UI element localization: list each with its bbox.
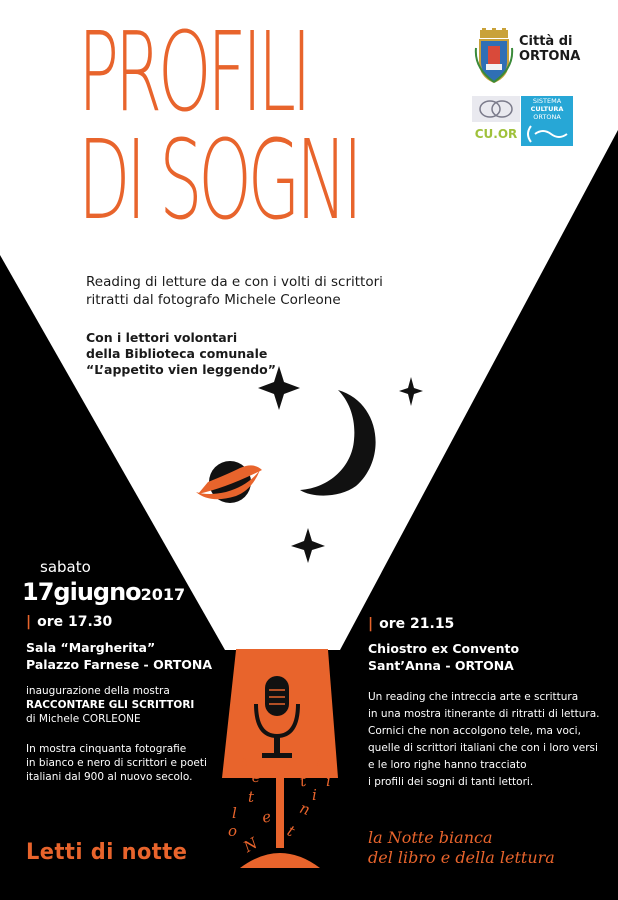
divider-bar-icon: | [368,616,374,632]
sistema-line-1: SISTEMA [532,97,562,105]
reading-desc-line-2: in una mostra itinerante di ritratti di lettura. [368,708,600,720]
event1-time-label: ore 17.30 [37,614,113,630]
reading-desc-line-6: i profili dei sogni di tanti lettori. [368,776,534,788]
lamp-letter: l [232,804,237,822]
lamp-letter: o [228,822,238,840]
lamp-letter: e [259,807,274,827]
lamp-letter: t [248,788,255,806]
title-line-2: DI SOGNI [78,116,359,244]
lamp-letter: n [297,798,313,820]
event1-time [26,614,112,630]
event-date [22,578,185,606]
readers-line-3: “L’appetito vien leggendo” [86,362,276,377]
divider-bar-icon: | [26,614,32,630]
subtitle-line-2: ritratti dal fotografo Michele Corleone [86,292,341,308]
sistema-line-3: ORTONA [533,113,561,121]
event2-place-line-1: Chiostro ex Convento [368,641,520,656]
event2-time-label: ore 21.15 [379,616,455,632]
lamp-stem [276,778,284,848]
lamp-letter: N [240,833,261,857]
lamp-base [240,853,320,868]
exhibition-desc-line-3: italiani dal 900 al nuovo secolo. [26,771,193,783]
exhibition-info [26,684,194,726]
reading-description [368,689,600,791]
exhibition-intro: inaugurazione della mostra [26,685,170,697]
tagline [368,828,555,868]
lamp-letter: d [237,750,253,772]
lamp-letter: t [298,771,308,791]
readers-line-1: Con i lettori volontari [86,330,238,345]
readers-line-2: della Biblioteca comunale [86,346,268,361]
event2-place [368,640,519,674]
exhibition-title: RACCONTARE GLI SCRITTORI [26,699,195,711]
exhibition-desc-line-1: In mostra cinquanta fotografie [26,743,187,755]
event2-time [368,616,454,632]
tagline-line-2: del libro e della lettura [368,848,555,867]
lamp-letter: t [313,751,325,771]
day-name: sabato [40,558,91,576]
title-line-1: PROFILI [78,8,308,136]
exhibition-author: di Michele CORLEONE [26,713,141,725]
event1-place-line-1: Sala “Margherita” [26,640,156,655]
date-month: giugno [53,578,141,606]
lamp-letter: e [250,767,263,787]
event1-place-line-2: Palazzo Farnese - ORTONA [26,657,213,672]
reading-desc-line-4: quelle di scrittori italiani che con i loro versi [368,742,598,754]
reading-desc-line-3: Cornici che non accolgono tele, ma voci, [368,725,581,737]
city-name-line-2: ORTONA [519,49,581,64]
event1-place [26,639,212,673]
subtitle-line-1: Reading di letture da e con i volti di scrittori [86,274,383,290]
event-series-name: Letti di notte [26,840,188,865]
reading-desc-line-1: Un reading che intreccia arte e scrittura [368,691,579,703]
date-year: 2017 [140,585,186,604]
lamp-letter: i [312,786,317,804]
exhibition-description [26,742,207,784]
lamp-letter: t [284,821,298,841]
event2-place-line-2: Sant’Anna - ORTONA [368,658,514,673]
city-name-line-1: Città di [519,34,573,49]
lamp-letter: i [326,772,331,790]
tagline-line-1: la Notte bianca [368,828,493,847]
reading-desc-line-5: e le loro righe hanno tracciato [368,759,527,771]
sistema-line-2: CULTURA [530,105,564,113]
exhibition-desc-line-2: in bianco e nero di scrittori e poeti [26,757,207,769]
cuor-logo: CU.OR [472,122,520,146]
date-day: 17 [22,578,54,606]
